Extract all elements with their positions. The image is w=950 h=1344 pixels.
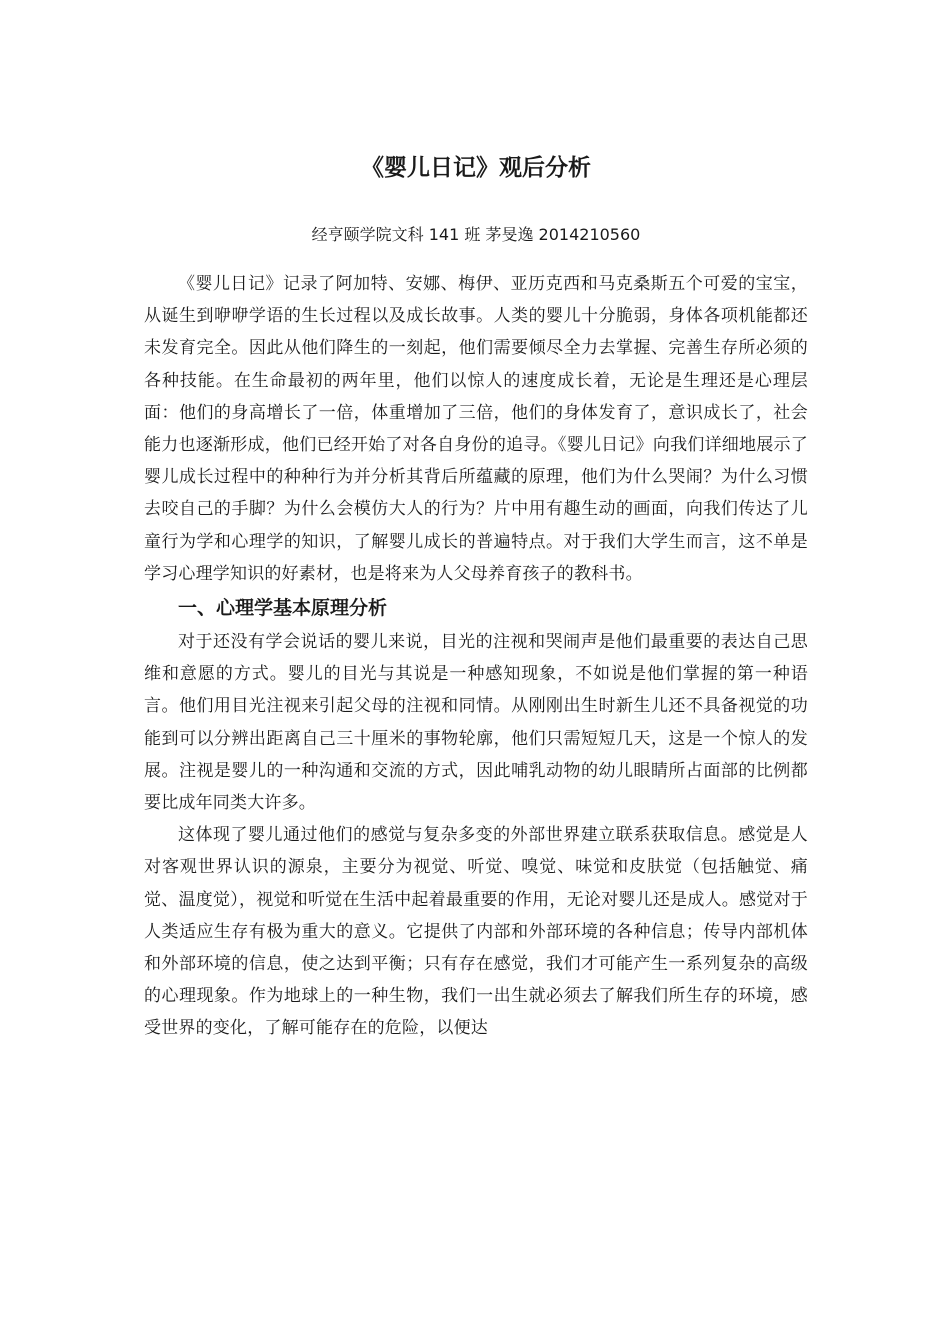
body-paragraph: 这体现了婴儿通过他们的感觉与复杂多变的外部世界建立联系获取信息。感觉是人对客观世界认识的源泉，主要分为视觉、听觉、嗅觉、味觉和皮肤觉（包括触觉、痛觉、温度觉），视觉和听觉在生活中起着最重要的作用，无论对婴儿还是成人。感觉对于人类适应生存有极为重大的意义。它提供了内部和外部环境的各种信息；传导内部机体和外部环境的信息，使之达到平衡；只有存在感觉，我们才可能产生一系列复杂的高级的心理现象。作为地球上的一种生物，我们一出生就必须去了解我们所生存的环境，感受世界的变化，了解可能存在的危险，以便达 bbox=[144, 825, 808, 1039]
body-paragraph: 对于还没有学会说话的婴儿来说，目光的注视和哭闹声是他们最重要的表达自己思维和意愿的方式。婴儿的目光与其说是一种感知现象，不如说是他们掌握的第一种语言。他们用目光注视来引起父母的注视和同情。从刚刚出生时新生儿还不具备视觉的功能到可以分辨出距离自己三十厘米的事物轮廓，他们只需短短几天，这是一个惊人的发展。注视是婴儿的一种沟通和交流的方式，因此哺乳动物的幼儿眼睛所占面部的比例都要比成年同类大许多。 bbox=[144, 632, 808, 814]
document-body bbox=[144, 268, 808, 1045]
author-line: 经亨颐学院文科 141 班 茅旻逸 2014210560 bbox=[311, 225, 641, 244]
section-heading: 一、心理学基本原理分析 bbox=[178, 597, 388, 620]
document-title: 《婴儿日记》观后分析 bbox=[361, 155, 591, 181]
intro-paragraph: 《婴儿日记》记录了阿加特、安娜、梅伊、亚历克西和马克桑斯五个可爱的宝宝，从诞生到咿咿学语的生长过程以及成长故事。人类的婴儿十分脆弱，身体各项机能都还未发育完全。因此从他们降生的一刻起，他们需要倾尽全力去掌握、完善生存所必须的各种技能。在生命最初的两年里，他们以惊人的速度成长着，无论是生理还是心理层面：他们的身高增长了一倍，体重增加了三倍，他们的身体发育了，意识成长了，社会能力也逐渐形成，他们已经开始了对各自身份的追寻。《婴儿日记》向我们详细地展示了婴儿成长过程中的种种行为并分析其背后所蕴藏的原理，他们为什么哭闹？为什么习惯去咬自己的手脚？为什么会模仿大人的行为？片中用有趣生动的画面，向我们传达了儿童行为学和心理学的知识，了解婴儿成长的普遍特点。对于我们大学生而言，这不单是学习心理学知识的好素材，也是将来为人父母养育孩子的教科书。 bbox=[144, 274, 808, 584]
